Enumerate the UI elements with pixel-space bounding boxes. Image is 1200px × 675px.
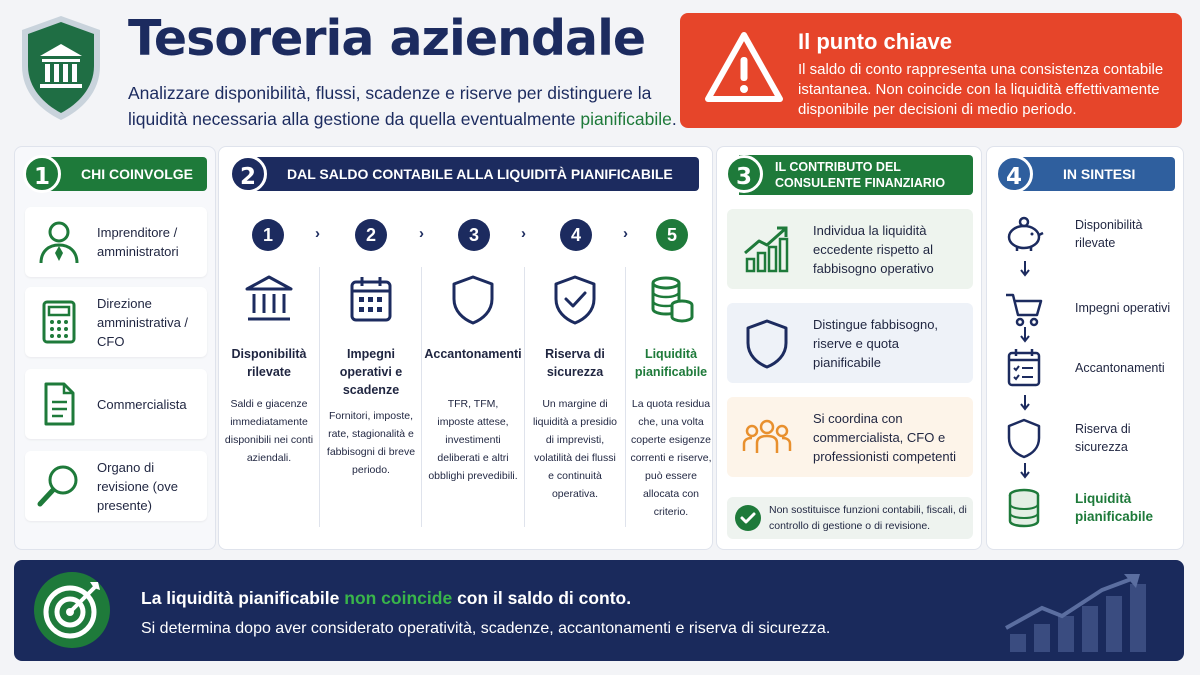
banner-line1 xyxy=(141,588,631,609)
bank-shield-logo-icon xyxy=(18,14,104,122)
section3-title-line2: CONSULENTE FINANZIARIO xyxy=(775,176,946,190)
arrow-down-icon xyxy=(1020,261,1030,277)
subtitle-text: Analizzare disponibilità, flussi, scadenze e riserve per distinguere la liquidità necessaria alla gestione da quella eventualmente xyxy=(128,83,652,129)
summary-item xyxy=(987,483,1185,533)
section1-title: CHI COINVOLGE xyxy=(81,166,194,182)
summary-item xyxy=(987,283,1185,333)
section-who-involved xyxy=(14,146,216,550)
shield-icon xyxy=(1003,417,1045,459)
summary-item-label: Liquidità pianificabile xyxy=(1075,491,1154,524)
list-item xyxy=(727,397,973,477)
summary-item xyxy=(987,209,1185,259)
page-title: Tesoreria aziendale xyxy=(128,10,646,67)
arrow-down-icon xyxy=(1020,327,1030,343)
divider xyxy=(421,267,422,527)
disclaimer-text: Non sostituisce funzioni contabili, fiscali, di controllo di gestione o di revisione. xyxy=(769,504,967,532)
growth-chart-icon xyxy=(741,223,793,275)
step-item xyxy=(622,267,720,525)
chevron-right-icon: › xyxy=(419,225,424,242)
step-desc: La quota residua che, una volta coperte esigenze correnti e riserve, può essere allocata con criterio. xyxy=(630,398,712,518)
list-item xyxy=(25,207,207,277)
magnifier-icon xyxy=(35,463,83,509)
growth-chart-icon xyxy=(1002,568,1162,654)
list-item-label: Si coordina con commercialista, CFO e professionisti competenti xyxy=(813,410,957,464)
summary-item-label: Disponibilità rilevate xyxy=(1075,218,1143,250)
subtitle-highlight: pianificabile xyxy=(580,109,672,129)
banner-line2: Si determina dopo aver considerato operatività, scadenze, accantonamenti e riserva di sicurezza. xyxy=(141,620,831,637)
bank-icon xyxy=(244,273,294,325)
summary-item xyxy=(987,343,1185,393)
chevron-right-icon: › xyxy=(623,225,628,242)
banner-line1-start: La liquidità pianificabile xyxy=(141,588,340,608)
step-desc: Fornitori, imposte, rate, stagionalità e fabbisogni di breve periodo. xyxy=(326,410,416,476)
target-arrow-icon xyxy=(32,570,112,650)
step-desc: Un margine di liquidità a presidio di imprevisti, volatilità dei flussi e continuità operativa. xyxy=(532,398,618,500)
step-title: Impegni operativi e scadenze xyxy=(339,347,403,397)
banner-highlight: non coincide xyxy=(344,588,453,608)
step-item xyxy=(322,267,420,525)
checkmark-icon xyxy=(735,505,761,531)
divider xyxy=(524,267,525,527)
arrow-down-icon xyxy=(1020,395,1030,411)
step-title: Disponibilità rilevate xyxy=(231,347,307,379)
section-liquidity-steps xyxy=(218,146,713,550)
list-item-label: Organo di revisione (ove presente) xyxy=(97,459,178,513)
calendar-icon xyxy=(346,273,396,325)
section2-header xyxy=(243,157,699,191)
shield-check-icon xyxy=(550,273,600,325)
step-title: Liquidità pianificabile xyxy=(634,347,708,379)
section3-header xyxy=(739,155,973,195)
list-item-label: Direzione amministrativa / CFO xyxy=(97,295,189,349)
section3-badge: 3 xyxy=(725,155,763,193)
banner-line1-end: con il saldo di conto. xyxy=(457,588,632,608)
disclaimer-note xyxy=(727,497,973,539)
warning-icon xyxy=(702,27,786,111)
divider xyxy=(319,267,320,527)
section-summary xyxy=(986,146,1184,550)
step-desc: Saldi e giacenze immediatamente disponibili nei conti aziendali. xyxy=(224,398,314,464)
section-advisor-contribution xyxy=(716,146,982,550)
key-point-title: Il punto chiave xyxy=(798,29,953,54)
step-title: Accantonamenti xyxy=(424,347,522,361)
step-number: 3 xyxy=(458,219,490,251)
list-item xyxy=(727,209,973,289)
list-item xyxy=(25,451,207,521)
summary-item-label: Accantonamenti xyxy=(1075,361,1165,375)
step-number: 4 xyxy=(560,219,592,251)
section3-title-line1: IL CONTRIBUTO DEL xyxy=(775,160,901,174)
section4-badge: 4 xyxy=(995,155,1033,193)
summary-item xyxy=(987,413,1185,463)
step-number: 1 xyxy=(252,219,284,251)
piggy-bank-icon xyxy=(1003,213,1045,255)
people-group-icon xyxy=(741,411,793,463)
step-desc: TFR, TFM, imposte attese, investimenti deliberati e altri obblighi prevedibili. xyxy=(428,398,518,482)
list-item-label: Commercialista xyxy=(97,396,187,412)
key-point-text: Il saldo di conto rappresenta una consistenza contabile istantanea. Non coincide con la liquidità effettivamente disponibile per decisioni di medio periodo. xyxy=(798,61,1164,118)
step-item xyxy=(526,267,624,525)
list-item-label: Individua la liquidità eccedente rispetto al fabbisogno operativo xyxy=(813,222,934,276)
coins-stack-icon xyxy=(646,273,696,325)
conclusion-banner xyxy=(14,560,1184,661)
summary-item-label: Riserva di sicurezza xyxy=(1075,422,1131,454)
chevron-right-icon: › xyxy=(315,225,320,242)
list-item xyxy=(25,369,207,439)
step-number: 5 xyxy=(656,219,688,251)
arrow-down-icon xyxy=(1020,463,1030,479)
step-number: 2 xyxy=(355,219,387,251)
page-subtitle xyxy=(128,80,688,132)
key-point-box xyxy=(680,13,1182,128)
person-tie-icon xyxy=(35,219,83,265)
calendar-checklist-icon xyxy=(1003,347,1045,389)
coins-stack-icon xyxy=(1003,487,1045,529)
chevron-right-icon: › xyxy=(521,225,526,242)
shopping-cart-icon xyxy=(1003,287,1045,329)
step-title: Riserva di sicurezza xyxy=(545,347,605,379)
step-item xyxy=(220,267,318,525)
section1-badge: 1 xyxy=(23,155,61,193)
section4-title: IN SINTESI xyxy=(1063,166,1136,182)
calculator-icon xyxy=(35,299,83,345)
list-item xyxy=(727,303,973,383)
subtitle-end: . xyxy=(671,109,677,129)
list-item-label: Distingue fabbisogno, riserve e quota pianificabile xyxy=(813,316,939,370)
step-item xyxy=(424,267,522,525)
list-item-label: Imprenditore / amministratori xyxy=(97,225,179,259)
shield-icon xyxy=(741,317,793,369)
section2-badge: 2 xyxy=(229,155,267,193)
document-icon xyxy=(35,381,83,427)
shield-icon xyxy=(448,273,498,325)
summary-item-label: Impegni operativi xyxy=(1075,301,1171,315)
list-item xyxy=(25,287,207,357)
section2-title: DAL SALDO CONTABILE ALLA LIQUIDITÀ PIANIFICABILE xyxy=(287,166,673,182)
